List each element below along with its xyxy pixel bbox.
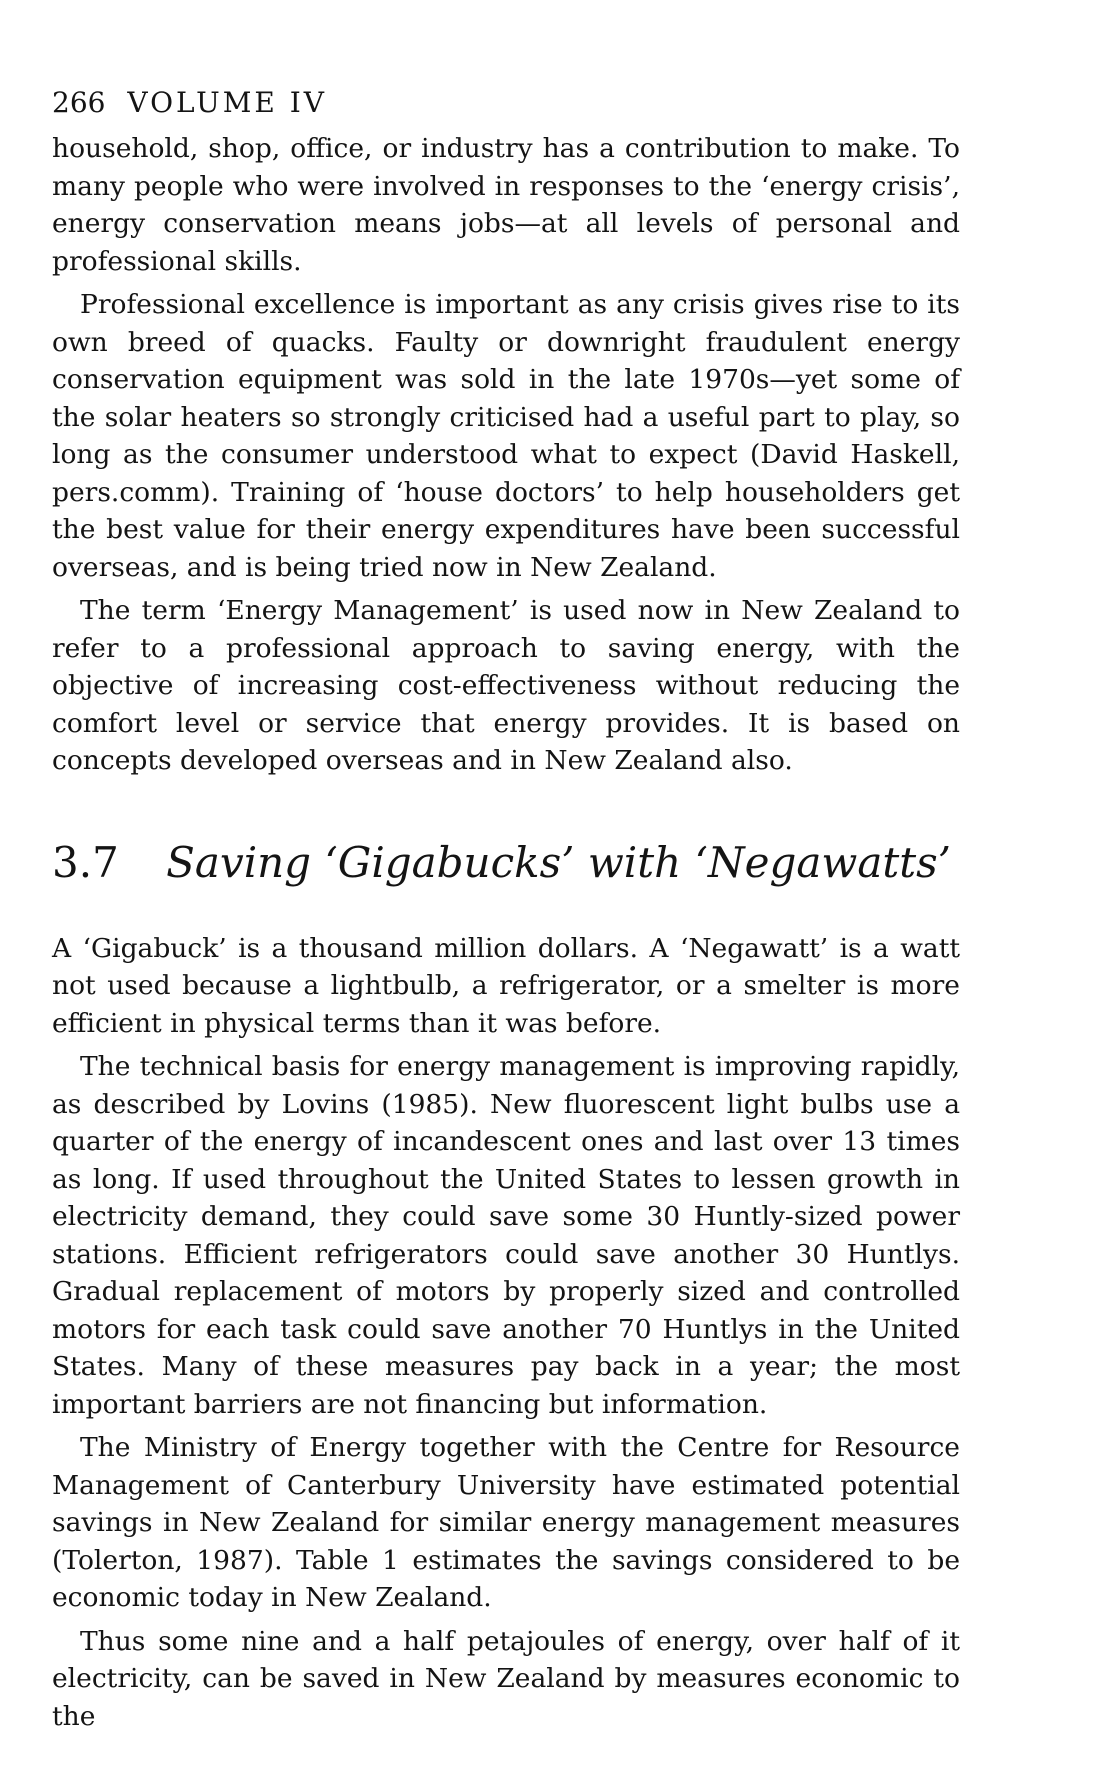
running-head (52, 84, 960, 122)
paragraph-gigabuck-definition: A ‘Gigabuck’ is a thousand million dollars. A ‘Negawatt’ is a watt not used because a lightbulb, a refrigerator, or a smelter is more efficient in physical terms than it was before. (52, 932, 960, 1039)
book-page (52, 84, 960, 1735)
section-heading (52, 836, 960, 890)
running-title: VOLUME IV (127, 86, 327, 119)
paragraph-technical-basis: The technical basis for energy management is improving rapidly, as described by Lovins (1985). New fluorescent light bulbs use a quarter of the energy of incandescent ones and last over 13 times as long. If used throughout the United States to lessen growth in electricity demand, they could save some 30 Huntly-sized power stations. Efficient refrigerators could save another 30 Huntlys. Gradual replacement of motors by properly sized and controlled motors for each task could save another 70 Huntlys in the United States. Many of these measures pay back in a year; the most important barriers are not financing but information. (52, 1051, 960, 1420)
paragraph-ministry-estimates: The Ministry of Energy together with the Centre for Resource Management of Canterbury University have estimated potential savings in New Zealand for similar energy management measures (Tolerton, 1987). Table 1 estimates the savings considered to be economic today in New Zealand. (52, 1432, 960, 1613)
section-title: Saving ‘Gigabucks’ with ‘Negawatts’ (166, 837, 952, 887)
section-number: 3.7 (52, 837, 119, 887)
page-number: 266 (52, 86, 106, 119)
paragraph-continuation: household, shop, office, or industry has a contribution to make. To many people who were involved in responses to the ‘energy crisis’, energy conservation means jobs—at all levels of personal and professional skills. (52, 133, 960, 277)
paragraph-energy-management: The term ‘Energy Management’ is used now in New Zealand to refer to a professional approach to saving energy, with the objective of increasing cost-effectiveness without reducing the comfort level or service that energy provides. It is based on concepts developed overseas and in New Zealand also. (52, 595, 960, 776)
paragraph-professional-excellence: Professional excellence is important as any crisis gives rise to its own breed of quacks. Faulty or downright fraudulent energy conservation equipment was sold in the late 1970s—yet some of the solar heaters so strongly criticised had a useful part to play, so long as the consumer understood what to expect (David Haskell, pers.comm). Training of ‘house doctors’ to help householders get the best value for their energy expenditures have been successful overseas, and is being tried now in New Zealand. (52, 289, 960, 583)
paragraph-petajoules: Thus some nine and a half petajoules of energy, over half of it electricity, can be saved in New Zealand by measures economic to the (52, 1625, 960, 1732)
